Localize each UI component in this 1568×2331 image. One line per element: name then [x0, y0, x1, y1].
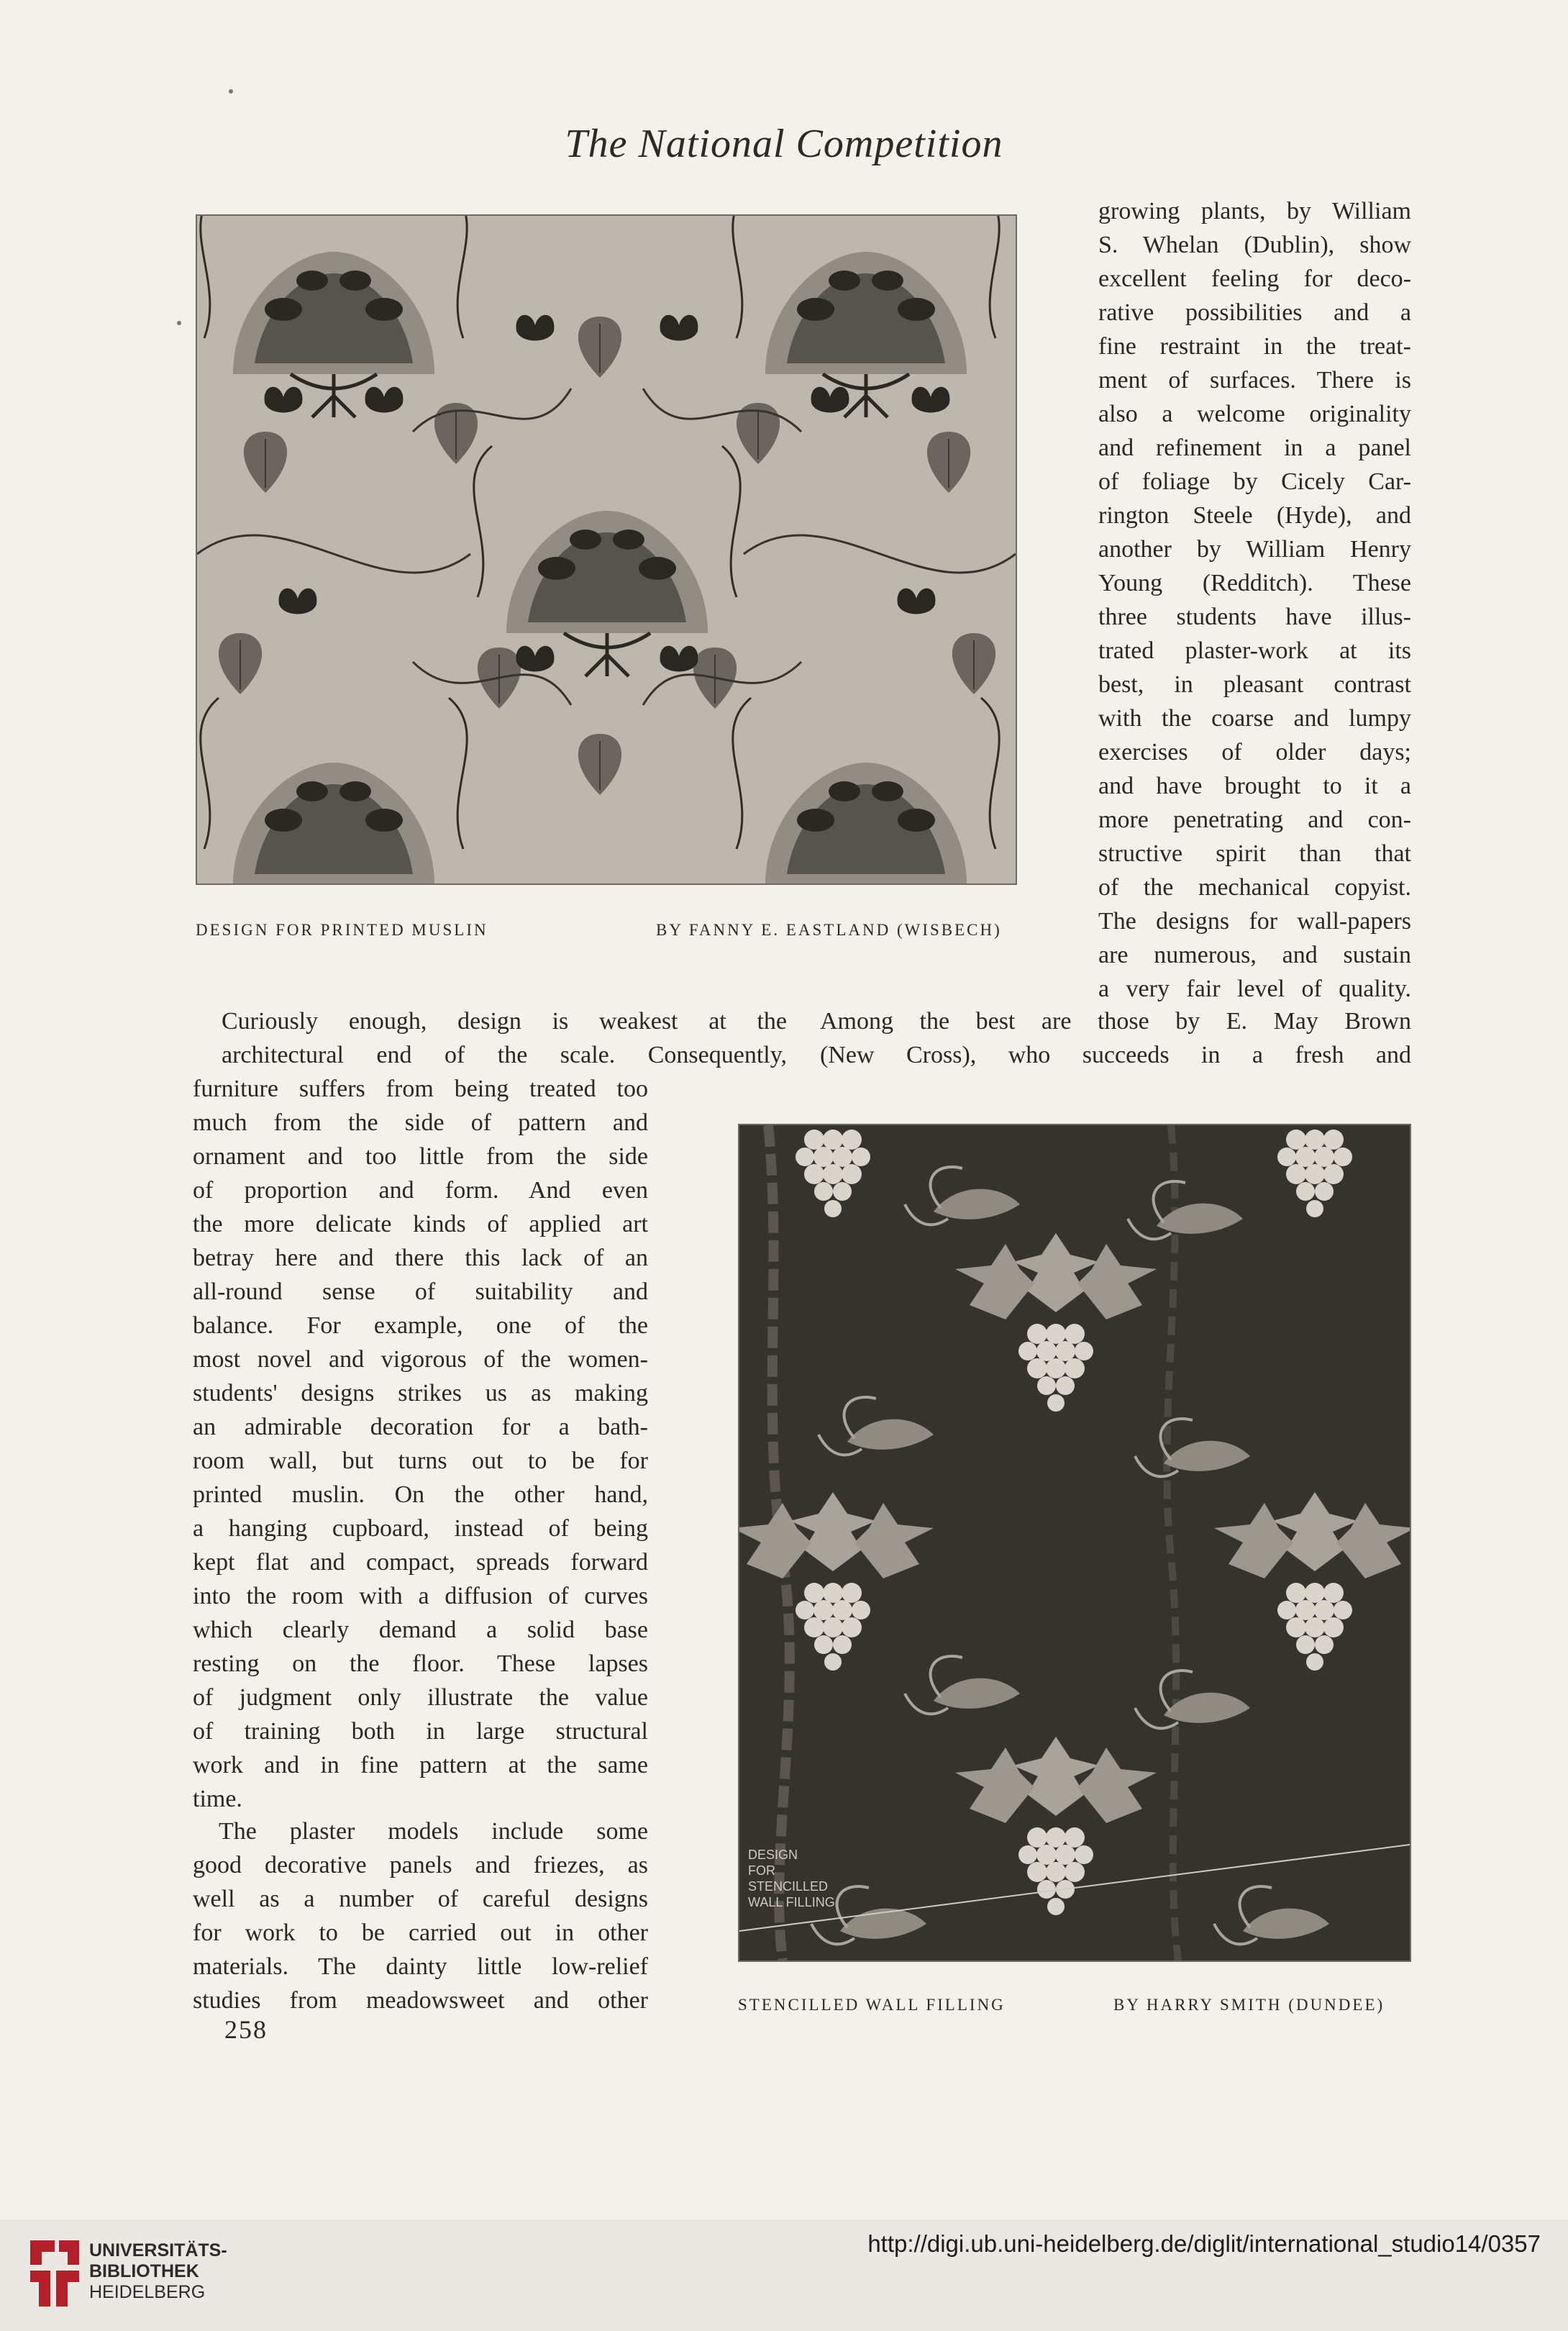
text-line: furniture suffers from being treated too	[193, 1076, 648, 1102]
running-head: The National Competition	[565, 122, 1003, 166]
library-logo-text	[89, 2240, 227, 2303]
plate-inscription-line: DESIGN	[748, 1848, 798, 1862]
text-line: trated plaster-work at its	[1098, 637, 1411, 664]
wall-caption-title: STENCILLED WALL FILLING	[738, 1996, 1006, 2014]
text-line: into the room with a diffusion of curves	[193, 1583, 648, 1609]
text-line: an admirable decoration for a bath-	[193, 1414, 648, 1440]
text-line: all-round sense of suitability and	[193, 1278, 648, 1305]
text-line: the more delicate kinds of applied art	[193, 1211, 648, 1237]
text-line: architectural end of the scale. Consequently,	[222, 1042, 787, 1068]
text-line: also a welcome originality	[1098, 401, 1411, 427]
text-line: materials. The dainty little low-relief	[193, 1953, 648, 1980]
text-line: Among the best are those by E. May Brown	[820, 1008, 1411, 1035]
page-number: 258	[224, 2015, 268, 2044]
text-line: balance. For example, one of the	[193, 1312, 648, 1339]
text-line: students' designs strikes us as making	[193, 1380, 648, 1407]
text-line: of the mechanical copyist.	[1098, 874, 1411, 901]
wall-caption-credit: BY HARRY SMITH (DUNDEE)	[1113, 1996, 1385, 2014]
logo-line: BIBLIOTHEK	[89, 2261, 199, 2281]
text-line: excellent feeling for deco-	[1098, 265, 1411, 292]
text-line: betray here and there this lack of an	[193, 1245, 648, 1271]
text-line: time.	[193, 1786, 242, 1812]
text-line: rington Steele (Hyde), and	[1098, 502, 1411, 529]
logo-line: UNIVERSITÄTS-	[89, 2240, 227, 2260]
text-line: a very fair level of quality.	[1098, 976, 1411, 1002]
text-line: S. Whelan (Dublin), show	[1098, 232, 1411, 258]
text-line: for work to be carried out in other	[193, 1919, 648, 1946]
text-line: a hanging cupboard, instead of being	[193, 1515, 648, 1542]
muslin-caption-title: DESIGN FOR PRINTED MUSLIN	[196, 921, 488, 939]
stencilled-wall-pattern	[739, 1125, 1410, 1960]
text-line: printed muslin. On the other hand,	[193, 1481, 648, 1508]
text-line: much from the side of pattern and	[193, 1109, 648, 1136]
text-line: well as a number of careful designs	[193, 1886, 648, 1912]
text-line: of foliage by Cicely Car-	[1098, 468, 1411, 495]
text-line: growing plants, by William	[1098, 198, 1411, 224]
plate-inscription-line: WALL FILLING	[748, 1895, 835, 1909]
text-line: with the coarse and lumpy	[1098, 705, 1411, 732]
text-line: Curiously enough, design is weakest at the	[222, 1008, 787, 1035]
right-column-bottom	[820, 1004, 1411, 1072]
text-line: exercises of older days;	[1098, 739, 1411, 765]
text-line: more penetrating and con-	[1098, 806, 1411, 833]
text-line: of proportion and form. And even	[193, 1177, 648, 1204]
text-line: resting on the floor. These lapses	[193, 1650, 648, 1677]
right-column-top	[1098, 194, 1411, 1006]
plate-inscription-line: FOR	[748, 1863, 775, 1878]
text-line: room wall, but turns out to be for	[193, 1448, 648, 1474]
text-line: of training both in large structural	[193, 1718, 648, 1745]
text-line: kept flat and compact, spreads forward	[193, 1549, 648, 1576]
ink-speck	[229, 89, 233, 94]
text-line: Young (Redditch). These	[1098, 570, 1411, 596]
text-line: three students have illus-	[1098, 604, 1411, 630]
text-line: and have brought to it a	[1098, 773, 1411, 799]
text-line: best, in pleasant contrast	[1098, 671, 1411, 698]
logo-line: HEIDELBERG	[89, 2282, 206, 2302]
text-line: ornament and too little from the side	[193, 1143, 648, 1170]
text-line: good decorative panels and friezes, as	[193, 1852, 648, 1878]
library-logo-icon	[26, 2236, 83, 2311]
plate-inscription-line: STENCILLED	[748, 1879, 829, 1894]
text-line: The plaster models include some	[219, 1818, 648, 1845]
text-line: structive spirit than that	[1098, 840, 1411, 867]
source-url-link[interactable]: http://digi.ub.uni-heidelberg.de/diglit/international_studio14/0357	[867, 2230, 1541, 2257]
left-column-paragraph-2	[193, 1814, 648, 2017]
printed-muslin-plate	[196, 214, 1017, 885]
text-line: studies from meadowsweet and other	[193, 1987, 648, 2014]
ink-speck	[177, 321, 181, 325]
text-line: ment of surfaces. There is	[1098, 367, 1411, 394]
text-line: most novel and vigorous of the women-	[193, 1346, 648, 1373]
text-line: are numerous, and sustain	[1098, 942, 1411, 968]
text-line: another by William Henry	[1098, 536, 1411, 563]
text-line: work and in fine pattern at the same	[193, 1752, 648, 1778]
text-line: rative possibilities and a	[1098, 299, 1411, 326]
muslin-caption-credit: BY FANNY E. EASTLAND (WISBECH)	[656, 921, 1002, 939]
text-line: (New Cross), who succeeds in a fresh and	[820, 1042, 1411, 1068]
text-line: of judgment only illustrate the value	[193, 1684, 648, 1711]
stencilled-wall-plate	[738, 1124, 1411, 1962]
left-column-body	[193, 1072, 648, 1816]
text-line: fine restraint in the treat-	[1098, 333, 1411, 360]
text-line: and refinement in a panel	[1098, 435, 1411, 461]
text-line: The designs for wall-papers	[1098, 908, 1411, 935]
printed-muslin-pattern	[197, 216, 1016, 883]
text-line: which clearly demand a solid base	[193, 1617, 648, 1643]
left-column-top	[193, 1004, 787, 1072]
